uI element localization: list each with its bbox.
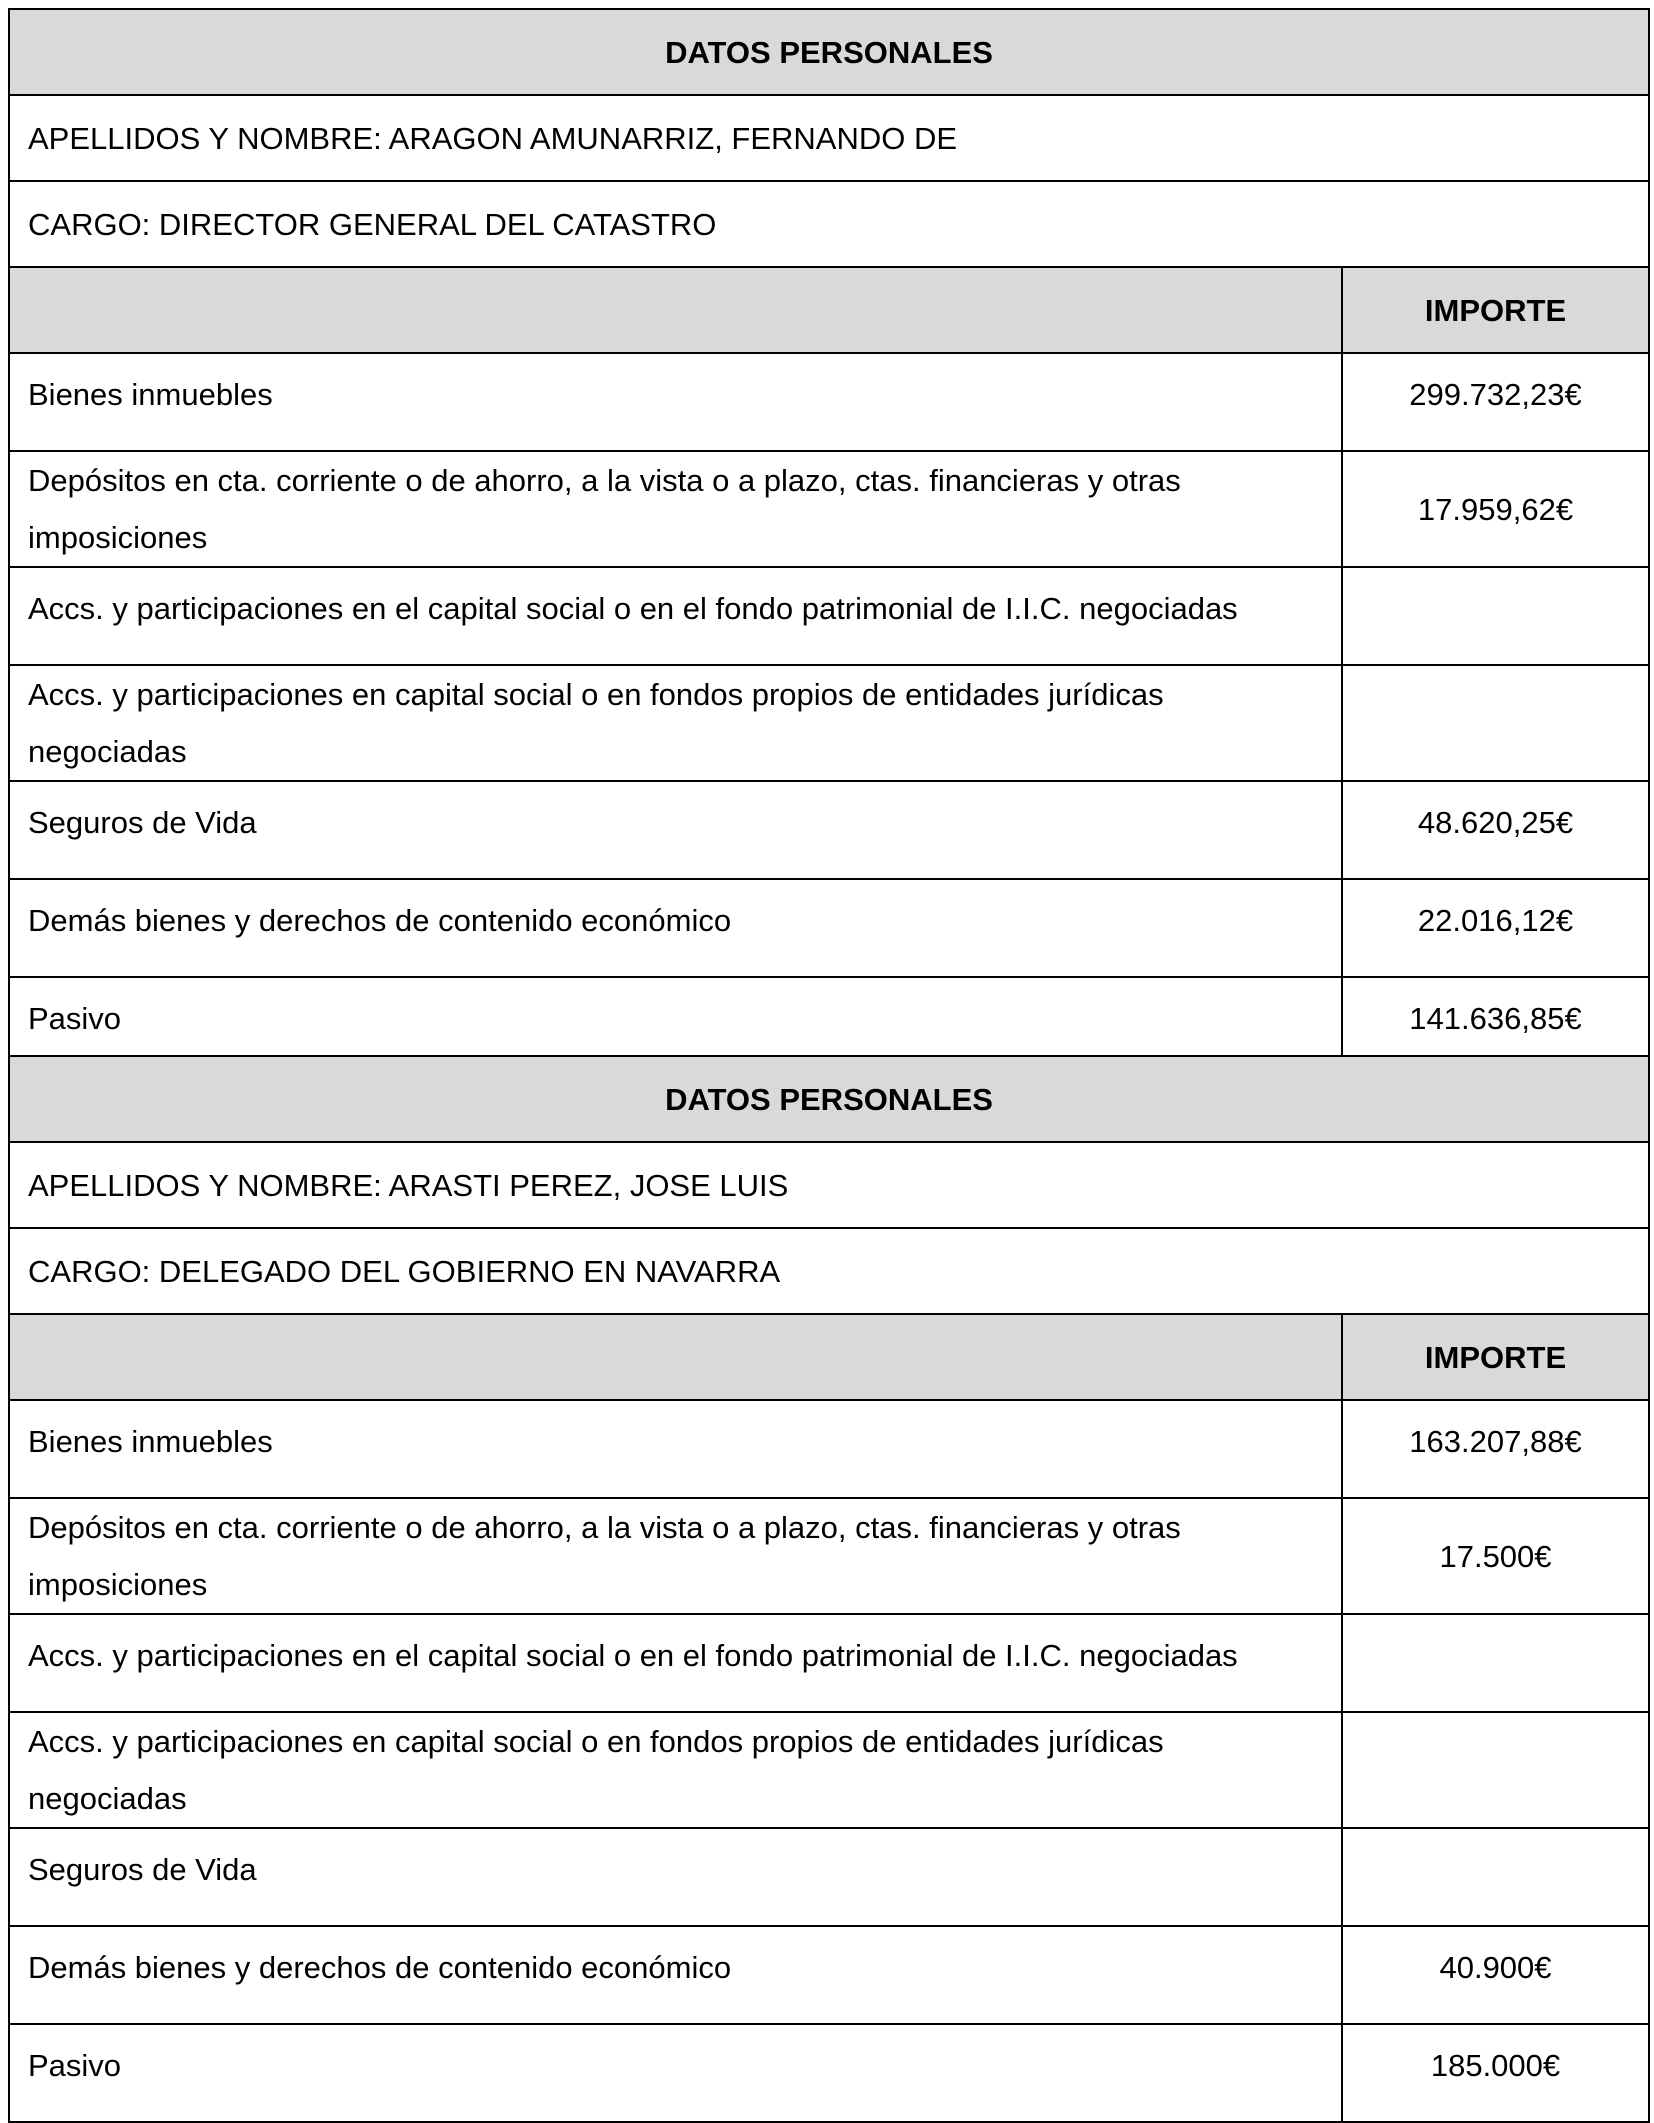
row-amount [1342, 665, 1649, 781]
table-row [9, 781, 1649, 879]
table-row [9, 1828, 1649, 1926]
row-label: Seguros de Vida [9, 1828, 1342, 1926]
row-amount [1342, 1614, 1649, 1712]
table-row [9, 353, 1649, 451]
row-label: Accs. y participaciones en el capital social o en el fondo patrimonial de I.I.C. negociadas [9, 1614, 1342, 1712]
row-label: Depósitos en cta. corriente o de ahorro, a la vista o a plazo, ctas. financieras y otras imposiciones [9, 451, 1342, 567]
name-line: APELLIDOS Y NOMBRE: ARAGON AMUNARRIZ, FERNANDO DE [9, 95, 1649, 181]
table-row [9, 567, 1649, 665]
row-label: Depósitos en cta. corriente o de ahorro, a la vista o a plazo, ctas. financieras y otras imposiciones [9, 1498, 1342, 1614]
row-amount: 163.207,88€ [1342, 1400, 1649, 1498]
row-amount [1342, 567, 1649, 665]
table-row [9, 2024, 1649, 2122]
table-row [9, 665, 1649, 781]
row-label: Bienes inmuebles [9, 1400, 1342, 1498]
section-title: DATOS PERSONALES [9, 1056, 1649, 1142]
row-amount: 48.620,25€ [1342, 781, 1649, 879]
row-label: Bienes inmuebles [9, 353, 1342, 451]
row-amount: 185.000€ [1342, 2024, 1649, 2122]
row-label: Demás bienes y derechos de contenido económico [9, 1926, 1342, 2024]
row-amount: 22.016,12€ [1342, 879, 1649, 977]
table-row [9, 1926, 1649, 2024]
cargo-line: CARGO: DIRECTOR GENERAL DEL CATASTRO [9, 181, 1649, 267]
row-amount: 40.900€ [1342, 1926, 1649, 2024]
header-blank-cell [9, 267, 1342, 353]
row-amount [1342, 1712, 1649, 1828]
row-amount [1342, 1828, 1649, 1926]
table-row [9, 1614, 1649, 1712]
row-label: Demás bienes y derechos de contenido económico [9, 879, 1342, 977]
table-row [9, 1400, 1649, 1498]
row-label: Pasivo [9, 2024, 1342, 2122]
declaration-table-1 [8, 8, 1650, 1076]
row-label: Seguros de Vida [9, 781, 1342, 879]
amount-header: IMPORTE [1342, 267, 1649, 353]
table-row [9, 451, 1649, 567]
header-blank-cell [9, 1314, 1342, 1400]
name-line: APELLIDOS Y NOMBRE: ARASTI PEREZ, JOSE LUIS [9, 1142, 1649, 1228]
row-amount: 17.500€ [1342, 1498, 1649, 1614]
table-row [9, 1712, 1649, 1828]
row-amount: 141.636,85€ [1342, 977, 1649, 1075]
declaration-table-2 [8, 1055, 1650, 2123]
row-amount: 17.959,62€ [1342, 451, 1649, 567]
amount-header: IMPORTE [1342, 1314, 1649, 1400]
row-amount: 299.732,23€ [1342, 353, 1649, 451]
section-title: DATOS PERSONALES [9, 9, 1649, 95]
table-row [9, 1498, 1649, 1614]
row-label: Pasivo [9, 977, 1342, 1075]
row-label: Accs. y participaciones en capital social o en fondos propios de entidades jurídicas negociadas [9, 1712, 1342, 1828]
row-label: Accs. y participaciones en capital social o en fondos propios de entidades jurídicas negociadas [9, 665, 1342, 781]
row-label: Accs. y participaciones en el capital social o en el fondo patrimonial de I.I.C. negociadas [9, 567, 1342, 665]
cargo-line: CARGO: DELEGADO DEL GOBIERNO EN NAVARRA [9, 1228, 1649, 1314]
table-row [9, 879, 1649, 977]
